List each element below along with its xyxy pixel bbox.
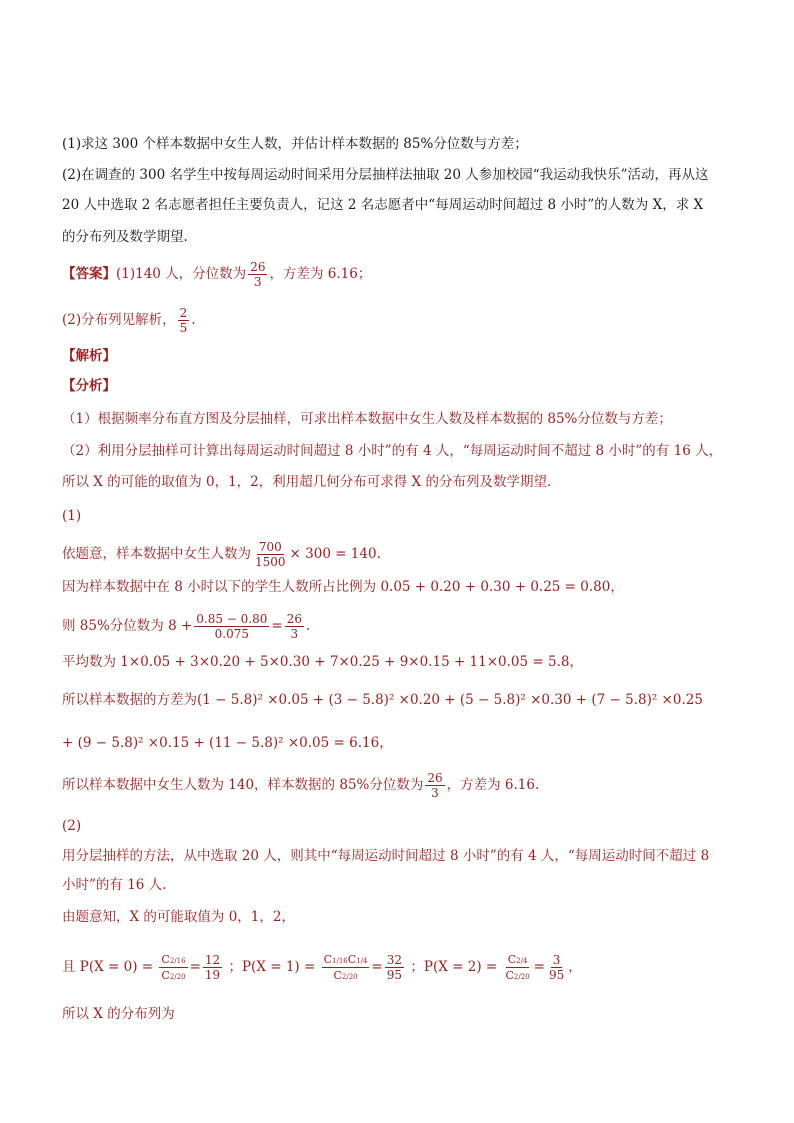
solution-2-line-2: 小时”的有 16 人.: [62, 877, 167, 893]
solution-line-7: 所以样本数据中女生人数为 140，样本数据的 85%分位数为 $\frac{26}{3}$ ，方差为 6.16.: [62, 771, 540, 800]
fraction: $\frac{3}{95}$: [548, 953, 565, 982]
solution-line-4: 平均数为 1×0.05 + 3×0.20 + 5×0.30 + 7×0.25 + 9×0.15 + 11×0.05 = 5.8，: [62, 654, 583, 670]
fraction: $\frac{C2/4}{C2/20}$: [505, 953, 530, 982]
question-1: (1)求这 300 个样本数据中女生人数，并估计样本数据的 85%分位数与方差；: [62, 136, 528, 152]
fraction: $\frac{26}{3}$: [286, 612, 302, 641]
question-2-line-3: 的分布列及数学期望.: [62, 229, 188, 245]
fraction: $\frac{0.85 - 0.80}{0.075}$: [196, 612, 268, 641]
part-1-label: (1): [62, 508, 82, 524]
fraction: $\frac{C1/16C1/4}{C2/20}$: [323, 953, 368, 982]
solution-2-line-3: 由题意知，X 的可能取值为 0，1，2，: [62, 909, 295, 925]
analysis-1: （1）根据频率分布直方图及分层抽样，可求出样本数据中女生人数及样本数据的 85%分位数与方差；: [62, 411, 672, 427]
section-jiexi: 【解析】: [62, 348, 116, 364]
solution-line-6: + (9 − 5.8)² ×0.15 + (11 − 5.8)² ×0.05 = 6.16，: [62, 735, 393, 751]
section-fenxi: 【分析】: [62, 378, 116, 394]
solution-line-3: 则 85%分位数为 8 + $\frac{0.85 - 0.80}{0.075}$ = $\frac{26}{3}$ .: [62, 612, 311, 641]
analysis-2: （2）利用分层抽样可计算出每周运动时间超过 8 小时”的有 4 人，“每周运动时间不超过 8 小时”的有 16 人，: [62, 443, 723, 459]
fraction: $\frac{26}{3}$: [427, 771, 443, 800]
fraction: $\frac{32}{95}$: [386, 953, 403, 982]
answer-line-1: 【答案】(1)140 人，分位数为 $\frac{26}{3}$ ，方差为 6.16；: [62, 260, 372, 289]
part-2-label: (2): [62, 818, 82, 834]
solution-line-5: 所以样本数据的方差为(1 − 5.8)² ×0.05 + (3 − 5.8)² ×0.20 + (5 − 5.8)² ×0.30 + (7 − 5.8)² ×0.25: [62, 692, 703, 708]
answer-line-2: (2)分布列见解析， $\frac{2}{5}$ .: [62, 306, 196, 335]
fraction: C 2/16 C2/20: [161, 953, 186, 982]
question-2-line-2: 20 人中选取 2 名志愿者担任主要负责人，记这 2 名志愿者中“每周运动时间超过 8 小时”的人数为 X，求 X: [62, 197, 704, 213]
solution-2-line-1: 用分层抽样的方法，从中选取 20 人，则其中“每周运动时间超过 8 小时”的有 4 人，“每周运动时间不超过 8: [62, 848, 710, 864]
analysis-3: 所以 X 的可能的取值为 0，1，2，利用超几何分布可求得 X 的分布列及数学期望.: [62, 474, 552, 490]
solution-line-1: 依题意，样本数据中女生人数为 $\frac{700}{1500}$ × 300 = 140.: [62, 540, 381, 569]
answer-label: 【答案】: [62, 266, 116, 282]
fraction: $\frac{2}{5}$: [179, 306, 188, 335]
distribution-intro: 所以 X 的分布列为: [62, 1006, 175, 1022]
probability-line: 且 P(X = 0) = C 2/16 C2/20 = $\frac{12}{19}$ ；P(X = 1) = $\frac{C1/16C1/4}{C2/20}$ = $\frac{32}{95}$ ；P(X = 2) = $\frac{C2/4}{C2/20}$ = $\frac{3}{95}$ ，: [62, 953, 582, 982]
fraction: $\frac{26}{3}$: [250, 260, 266, 289]
fraction: $\frac{12}{19}$: [204, 953, 221, 982]
question-2-line-1: (2)在调查的 300 名学生中按每周运动时间采用分层抽样法抽取 20 人参加校园“我运动我快乐”活动，再从这: [62, 167, 709, 183]
fraction: $\frac{700}{1500}$: [255, 540, 286, 569]
solution-line-2: 因为样本数据中在 8 小时以下的学生人数所占比例为 0.05 + 0.20 + 0.30 + 0.25 = 0.80，: [62, 579, 624, 595]
